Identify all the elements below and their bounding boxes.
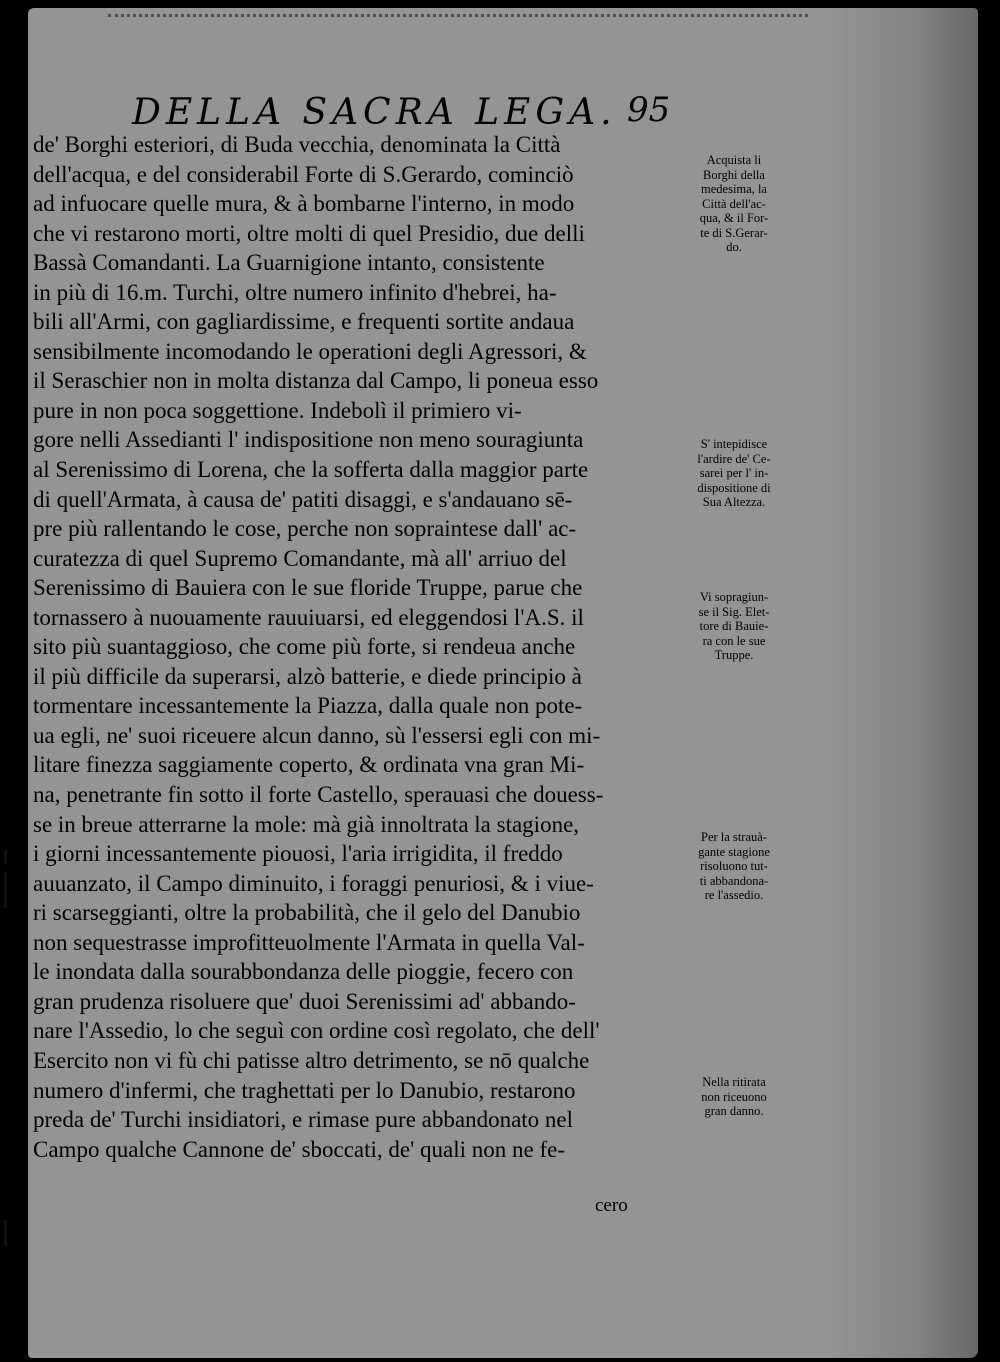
text-line: dell'acqua, e del considerabil Forte di S.Gerardo, cominciò (33, 161, 574, 187)
body-text (33, 130, 683, 1164)
side-note-line: gran danno. (704, 1104, 764, 1118)
side-note-line: S' intepidisce (700, 437, 768, 451)
text-line: de' Borghi esteriori, di Buda vecchia, denominata la Città (33, 132, 561, 157)
text-line: non sequestrasse improfitteuolmente l'Armata in quella Val- (33, 929, 585, 955)
side-note-line: te di S.Gerar- (700, 225, 768, 240)
text-line: al Serenissimo di Lorena, che la sofferta dalla maggior parte (33, 457, 589, 483)
text-line: Esercito non vi fù chi patisse altro detrimento, se nō qualche (33, 1047, 590, 1073)
text-line: sensibilmente incomodando le operationi degli Agressori, & (33, 338, 587, 364)
text-line: auuanzato, il Campo diminuito, i foraggi penuriosi, & i viue- (33, 870, 594, 896)
side-note-1 (675, 153, 793, 255)
text-line: il più difficile da superarsi, alzò batterie, e diede principio à (33, 663, 582, 689)
catchword: cero (595, 1195, 628, 1216)
side-note-line: medesima, la (701, 182, 767, 196)
side-note-line: qua, & il For- (699, 211, 769, 225)
margin-mark (4, 872, 7, 908)
side-note-line: Vi sopragiun- (699, 590, 769, 604)
side-note-line: gante stagione (698, 844, 770, 859)
page-number: 95 (627, 90, 671, 130)
text-line: bili all'Armi, con gagliardissime, e frequenti sortite andaua (33, 309, 575, 335)
side-note-line: Nella ritirata (702, 1075, 766, 1089)
page-edge-shadow (828, 8, 978, 1358)
side-note-3 (675, 590, 793, 663)
side-note-line: se il Sig. Elet- (698, 604, 770, 619)
side-note-2 (675, 437, 793, 510)
side-note-line: risoluono tut- (700, 859, 768, 873)
margin-mark (4, 850, 7, 864)
text-line: na, penetrante fin sotto il forte Castello, sperauasi che douess- (33, 782, 604, 808)
side-note-line: do. (726, 240, 742, 254)
side-note-line: ti abbandona- (699, 873, 769, 888)
text-line: i giorni incessantemente piouosi, l'aria irrigidita, il freddo (33, 841, 563, 867)
text-line: Campo qualche Cannone de' sboccati, de' quali non ne fe- (33, 1136, 565, 1162)
side-note-line: re l'assedio. (704, 888, 764, 902)
text-line: il Seraschier non in molta distanza dal Campo, li poneua esso (33, 368, 599, 394)
side-note-4 (675, 830, 793, 903)
side-note-line: tore di Bauie- (699, 619, 769, 633)
text-line: che vi restarono morti, oltre molti di quel Presidio, due delli (33, 220, 585, 246)
top-edge-ornament (108, 14, 808, 31)
side-note-line: Città dell'ac- (702, 196, 766, 211)
text-line: ua egli, ne' suoi riceuere alcun danno, sù l'essersi egli con mi- (33, 722, 601, 748)
text-line: pure in non poca soggettione. Indebolì il primiero vi- (33, 397, 522, 423)
text-line: in più di 16.m. Turchi, oltre numero infinito d'hebrei, ha- (33, 279, 557, 305)
side-note-line: sarei per l' in- (699, 466, 769, 480)
text-line: di quell'Armata, à causa de' patiti disaggi, e s'andauano sē- (33, 486, 573, 512)
text-line: tornassero à nuouamente rauuiuarsi, ed eleggendosi l'A.S. il (33, 604, 584, 630)
text-line: Bassà Comandanti. La Guarnigione intanto, consistente (33, 250, 545, 276)
side-note-line: Borghi della (703, 167, 765, 182)
side-note-5 (675, 1075, 793, 1119)
side-note-line: Acquista li (706, 153, 762, 167)
text-line: litare finezza saggiamente coperto, & ordinata vna gran Mi- (33, 752, 585, 778)
side-note-line: Truppe. (714, 648, 754, 662)
side-note-line: l'ardire de' Ce- (697, 451, 771, 466)
margin-mark (4, 1220, 7, 1246)
side-note-line: Per la strauà- (701, 830, 767, 844)
text-line: pre più rallentando le cose, perche non sopraintese dall' ac- (33, 516, 577, 542)
side-note-line: dispositione di (697, 480, 771, 495)
text-line: gore nelli Assedianti l' indispositione non meno souragiunta (33, 427, 584, 453)
text-line: ad infuocare quelle mura, & à bombarne l'interno, in modo (33, 191, 575, 217)
side-note-line: non riceuono (701, 1089, 767, 1104)
text-line: Serenissimo di Bauiera con le sue floride Truppe, parue che (33, 575, 583, 601)
text-line: numero d'infermi, che traghettati per lo Danubio, restarono (33, 1077, 576, 1103)
text-line: preda de' Turchi insidiatori, e rimase pure abbandonato nel (33, 1107, 574, 1133)
text-line: ri scarseggianti, oltre la probabilità, che il gelo del Danubio (33, 900, 581, 926)
text-line: curatezza di quel Supremo Comandante, mà all' arriuo del (33, 545, 567, 571)
text-line: gran prudenza risoluere que' duoi Serenissimi ad' abbando- (33, 988, 576, 1014)
text-line: nare l'Assedio, lo che seguì con ordine così regolato, che dell' (33, 1018, 600, 1044)
text-line: sito più suantaggioso, che come più forte, si rendeua anche (33, 634, 576, 660)
text-line: tormentare incessantemente la Piazza, dalla quale non pote- (33, 693, 583, 719)
running-head: DELLA SACRA LEGA. (132, 92, 617, 133)
side-note-line: Sua Altezza. (702, 495, 766, 509)
text-line: le inondata dalla sourabbondanza delle pioggie, fecero con (33, 959, 574, 985)
text-line: se in breue atterrarne la mole: mà già innoltrata la stagione, (33, 811, 580, 837)
side-note-line: ra con le sue (702, 633, 766, 648)
